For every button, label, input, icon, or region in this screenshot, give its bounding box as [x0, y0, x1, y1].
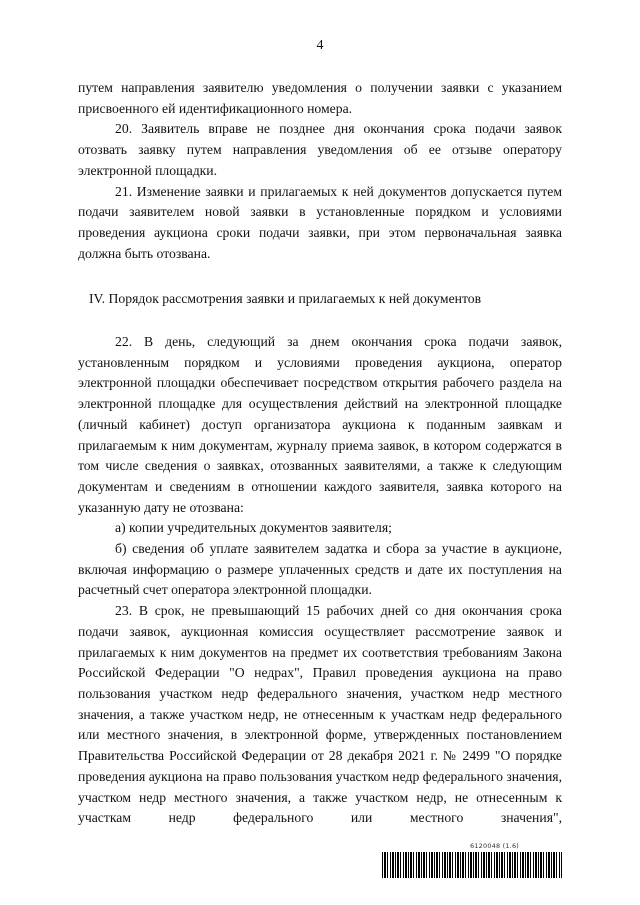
paragraph-23: 23. В срок, не превышающий 15 рабочих дней со дня окончания срока подачи заявок, аукционная комиссия осуществляет рассмотрение заявок и прилагаемых к ним документов на предмет их соответствия требованиям Закона Российской Федерации "О недрах", Правил проведения аукциона на право пользования участком недр федерального значения, участком недр местного значения, а также участком недр, не отнесенным к участкам недр федерального или местного значения, в электронной форме, утвержденных постановлением Правительства Российской Федерации от 28 декабря 2021 г. № 2499 "О порядке проведения аукциона на право пользования участком недр федерального значения, участком недр местного значения, а также участком недр, не отнесенным к участкам недр федерального или местного значения",	[78, 603, 562, 826]
subitem-a: а) копии учредительных документов заявителя;	[115, 520, 392, 536]
paragraph-continuation: путем направления заявителю уведомления о получении заявки с указанием присвоенного ей идентификационного номера.	[78, 80, 562, 116]
barcode-icon	[382, 852, 562, 878]
section-heading: IV. Порядок рассмотрения заявки и прилагаемых к ней документов	[89, 291, 482, 307]
paragraph-20: 20. Заявитель вправе не позднее дня окончания срока подачи заявок отозвать заявку путем направления уведомления об ее отзыве оператору электронной площадки.	[78, 121, 562, 178]
document-body	[78, 78, 562, 829]
page-number: 4	[316, 38, 324, 53]
barcode-label: 6120048 (1.6)	[470, 842, 520, 850]
subitem-b: б) сведения об уплате заявителем задатка и сбора за участие в аукционе, включая информацию о размере уплаченных средств и дате их поступления на расчетный счет оператора электронной площадки.	[78, 541, 562, 598]
paragraph-21: 21. Изменение заявки и прилагаемых к ней документов допускается путем подачи заявителем новой заявки в установленные порядком и условиями проведения аукциона сроки подачи заявки, при этом первоначальная заявка должна быть отозвана.	[78, 183, 562, 261]
paragraph-22: 22. В день, следующий за днем окончания срока подачи заявок, установленным порядком и условиями проведения аукциона, оператор электронной площадки обеспечивает посредством открытия рабочего раздела на электронной площадке для осуществления действий на электронной площадке (личный кабинет) доступ организатора аукциона к поданным заявкам и прилагаемым к ним документам, журналу приема заявок, в котором содержатся в том числе сведения о заявках, отозванных заявителями, а также к следующим документам и сведениям в отношении каждого заявителя, заявка которого на указанную дату не отозвана:	[78, 334, 562, 515]
barcode-block	[382, 842, 562, 880]
